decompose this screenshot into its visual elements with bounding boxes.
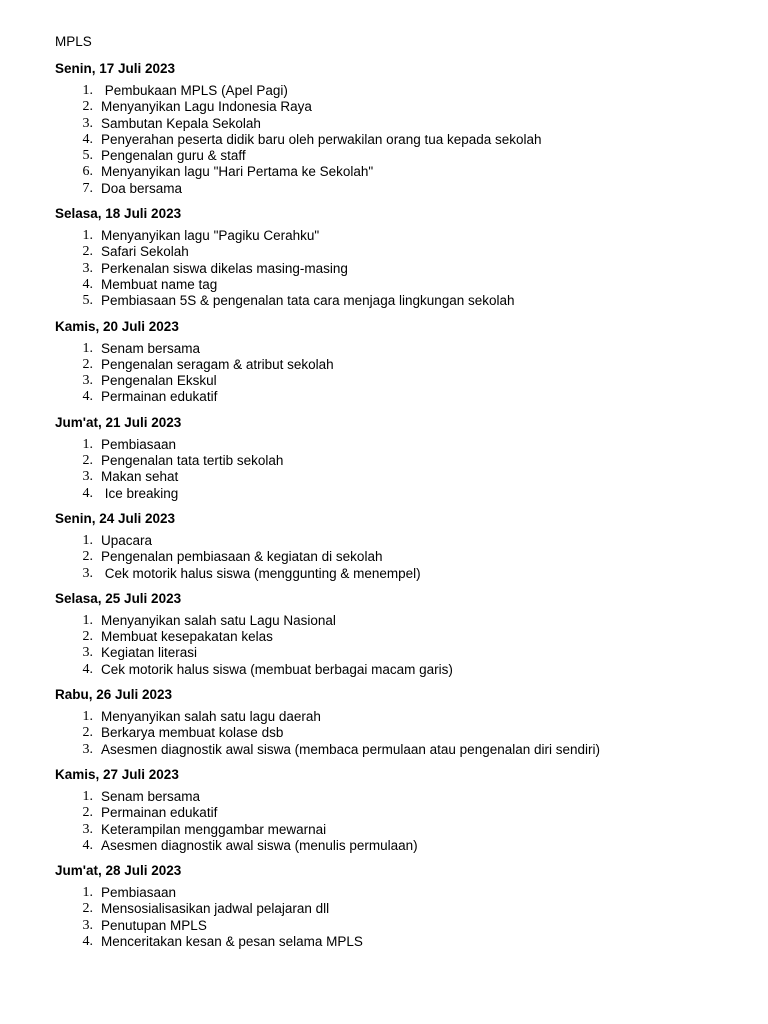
list-item [55, 132, 768, 148]
list-number: 4. [82, 837, 93, 853]
list-item-text: Menyanyikan lagu "Pagiku Cerahku" [101, 228, 320, 244]
schedule [55, 59, 768, 950]
list-item [55, 164, 768, 180]
activity-list [55, 613, 768, 678]
day-heading: Kamis, 20 Juli 2023 [55, 318, 179, 334]
list-item [55, 662, 768, 678]
list-number: 3. [82, 821, 93, 837]
list-item [55, 613, 768, 629]
day-section [55, 59, 768, 197]
list-item [55, 116, 768, 132]
list-item-text: Pengenalan Ekskul [101, 373, 217, 389]
list-item [55, 742, 768, 758]
list-item [55, 341, 768, 357]
list-item-text: Mensosialisasikan jadwal pelajaran dll [101, 901, 330, 917]
list-item [55, 901, 768, 917]
list-item-text: Senam bersama [101, 340, 201, 356]
list-number: 3. [82, 115, 93, 131]
list-number: 2. [82, 805, 93, 821]
list-item [55, 709, 768, 725]
list-number: 3. [82, 260, 93, 276]
list-item-text: Permainan edukatif [101, 805, 218, 821]
list-item [55, 934, 768, 950]
day-heading: Selasa, 18 Juli 2023 [55, 206, 182, 222]
day-section [55, 413, 768, 502]
list-item [55, 373, 768, 389]
list-item [55, 838, 768, 854]
list-item [55, 148, 768, 164]
list-item-text: Membuat name tag [101, 276, 218, 292]
list-item-text: Pembiasaan [101, 436, 177, 452]
list-item-text: Pengenalan seragam & atribut sekolah [101, 356, 334, 372]
activity-list [55, 437, 768, 502]
list-item [55, 822, 768, 838]
list-number: 3. [82, 373, 93, 389]
list-number: 3. [82, 565, 93, 581]
list-item-text: Penutupan MPLS [101, 917, 207, 933]
list-item-text: Penyerahan peserta didik baru oleh perwakilan orang tua kepada sekolah [101, 131, 542, 147]
list-item [55, 181, 768, 197]
list-item [55, 469, 768, 485]
list-item [55, 805, 768, 821]
list-item-text: Asesmen diagnostik awal siswa (menulis permulaan) [101, 837, 418, 853]
list-number: 4. [82, 131, 93, 147]
list-item-text: Makan sehat [101, 469, 179, 485]
day-section [55, 765, 768, 854]
list-item [55, 83, 768, 99]
list-number: 1. [82, 228, 93, 244]
day-heading: Senin, 24 Juli 2023 [55, 510, 176, 526]
list-number: 1. [82, 436, 93, 452]
list-item-text: Pembiasaan 5S & pengenalan tata cara menjaga lingkungan sekolah [101, 293, 515, 309]
list-item-text: Permainan edukatif [101, 389, 218, 405]
list-item-text: Menyanyikan Lagu Indonesia Raya [101, 99, 312, 115]
activity-list [55, 885, 768, 950]
list-number: 3. [82, 917, 93, 933]
list-item-text: Keterampilan menggambar mewarnai [101, 821, 327, 837]
list-item-text: Sambutan Kepala Sekolah [101, 115, 261, 131]
list-item [55, 357, 768, 373]
list-item-text: Cek motorik halus siswa (menggunting & menempel) [101, 565, 421, 581]
list-item-text: Pembukaan MPLS (Apel Pagi) [101, 83, 288, 98]
list-number: 3. [82, 645, 93, 661]
day-heading: Senin, 17 Juli 2023 [55, 61, 176, 76]
list-item [55, 549, 768, 565]
day-section [55, 589, 768, 678]
list-number: 4. [82, 276, 93, 292]
list-item-text: Membuat kesepakatan kelas [101, 629, 273, 645]
list-item [55, 533, 768, 549]
activity-list [55, 533, 768, 582]
list-item [55, 244, 768, 260]
activity-list [55, 709, 768, 758]
list-item [55, 789, 768, 805]
list-number: 6. [82, 164, 93, 180]
list-number: 2. [82, 901, 93, 917]
list-number: 5. [82, 293, 93, 309]
list-number: 2. [82, 725, 93, 741]
day-heading: Jum'at, 28 Juli 2023 [55, 863, 182, 879]
list-item-text: Pengenalan guru & staff [101, 148, 246, 164]
list-number: 1. [82, 885, 93, 901]
list-number: 1. [82, 340, 93, 356]
list-item-text: Safari Sekolah [101, 244, 189, 260]
list-item-text: Pengenalan tata tertib sekolah [101, 453, 284, 469]
list-number: 7. [82, 180, 93, 196]
list-item [55, 453, 768, 469]
list-item-text: Pembiasaan [101, 885, 177, 901]
list-number: 2. [82, 549, 93, 565]
list-item [55, 277, 768, 293]
list-item [55, 566, 768, 582]
list-item [55, 389, 768, 405]
list-item-text: Kegiatan literasi [101, 645, 198, 661]
list-item-text: Pengenalan pembiasaan & kegiatan di sekolah [101, 549, 383, 565]
activity-list [55, 83, 768, 197]
list-item [55, 645, 768, 661]
document-title: MPLS [55, 34, 92, 49]
activity-list [55, 341, 768, 406]
list-item-text: Asesmen diagnostik awal siswa (membaca permulaan atau pengenalan diri sendiri) [101, 741, 601, 757]
list-item-text: Menyanyikan lagu "Hari Pertama ke Sekolah" [101, 164, 374, 180]
list-number: 1. [82, 612, 93, 628]
day-heading: Jum'at, 21 Juli 2023 [55, 414, 182, 430]
activity-list [55, 228, 768, 309]
list-number: 1. [82, 532, 93, 548]
list-item [55, 918, 768, 934]
day-section [55, 509, 768, 582]
list-item [55, 437, 768, 453]
day-section [55, 685, 768, 758]
day-section [55, 317, 768, 406]
list-item-text: Berkarya membuat kolase dsb [101, 725, 284, 741]
list-number: 3. [82, 469, 93, 485]
list-number: 2. [82, 453, 93, 469]
list-item [55, 99, 768, 115]
list-item [55, 629, 768, 645]
list-item-text: Senam bersama [101, 788, 201, 804]
list-number: 4. [82, 933, 93, 949]
day-heading: Rabu, 26 Juli 2023 [55, 687, 173, 703]
list-item [55, 261, 768, 277]
list-number: 5. [82, 148, 93, 164]
list-number: 1. [82, 709, 93, 725]
list-number: 2. [82, 99, 93, 115]
list-item [55, 293, 768, 309]
list-item-text: Perkenalan siswa dikelas masing-masing [101, 260, 348, 276]
list-number: 1. [82, 83, 93, 98]
list-item [55, 486, 768, 502]
activity-list [55, 789, 768, 854]
list-number: 2. [82, 629, 93, 645]
list-item [55, 228, 768, 244]
list-item-text: Menyanyikan salah satu Lagu Nasional [101, 612, 336, 628]
list-number: 3. [82, 741, 93, 757]
list-item-text: Upacara [101, 532, 153, 548]
list-item-text: Doa bersama [101, 180, 183, 196]
day-section [55, 204, 768, 309]
list-item-text: Cek motorik halus siswa (membuat berbagai macam garis) [101, 661, 453, 677]
list-item [55, 725, 768, 741]
list-number: 4. [82, 389, 93, 405]
list-item-text: Menceritakan kesan & pesan selama MPLS [101, 933, 363, 949]
day-section [55, 861, 768, 950]
list-number: 4. [82, 661, 93, 677]
list-number: 1. [82, 788, 93, 804]
list-item-text: Ice breaking [101, 485, 179, 501]
list-item-text: Menyanyikan salah satu lagu daerah [101, 709, 321, 725]
list-item [55, 885, 768, 901]
list-number: 2. [82, 244, 93, 260]
list-number: 4. [82, 485, 93, 501]
day-heading: Selasa, 25 Juli 2023 [55, 590, 182, 606]
list-number: 2. [82, 356, 93, 372]
day-heading: Kamis, 27 Juli 2023 [55, 766, 179, 782]
